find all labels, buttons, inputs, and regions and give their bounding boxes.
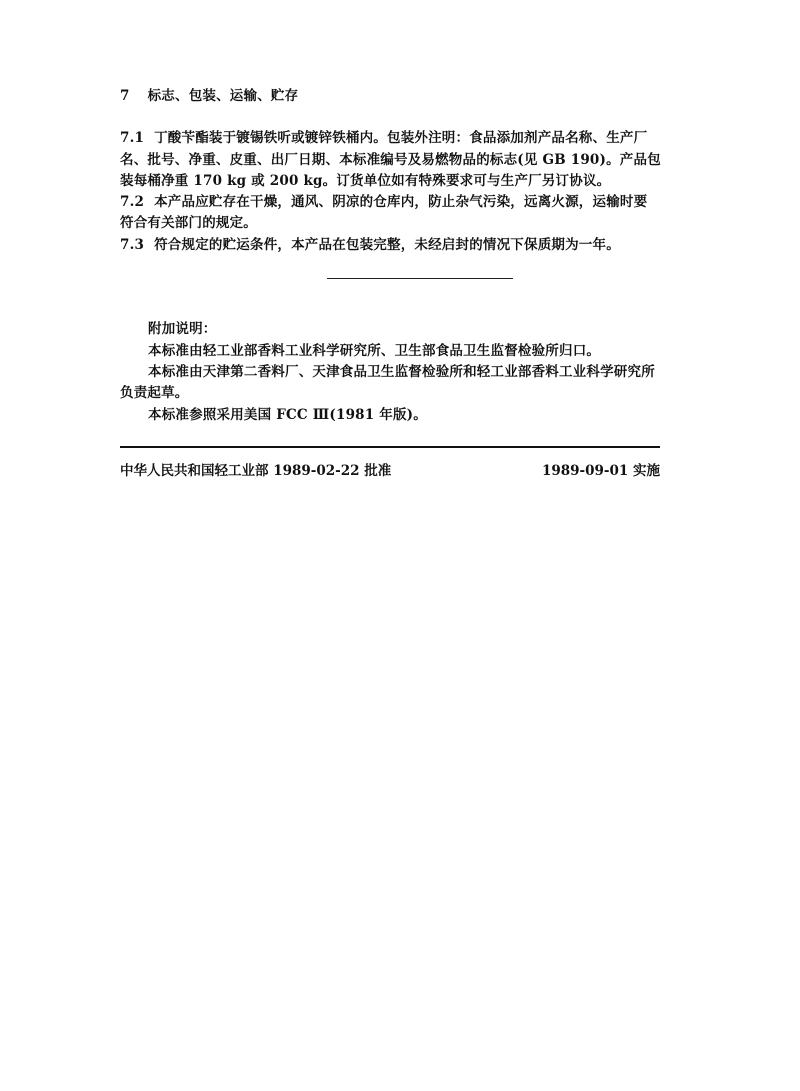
section-end-rule <box>327 278 513 279</box>
clause-7-2-line-1 <box>120 190 647 210</box>
section-title: 标志、包装、运输、贮存 <box>147 88 299 104</box>
notes-line-3: 负责起草。 <box>120 385 189 401</box>
clause-number: 7.3 <box>120 237 145 253</box>
effective-date: 1989-09-01 实施 <box>541 463 660 479</box>
section-number: 7 <box>120 88 130 104</box>
notes-heading: 附加说明： <box>148 321 217 337</box>
approval-date: 中华人民共和国轻工业部 1989-02-22 批准 <box>120 463 392 479</box>
clause-7-1-line-3: 装每桶净重 170 kg 或 200 kg。订货单位如有特殊要求可与生产厂另订协议。 <box>120 173 611 189</box>
clause-7-3-line-1 <box>120 233 620 253</box>
clause-text: 本产品应贮存在干燥，通风、阴凉的仓库内，防止杂气污染，远离火源，运输时要 <box>154 194 648 210</box>
clause-number: 7.1 <box>120 130 145 146</box>
clause-number: 7.2 <box>120 194 145 210</box>
clause-7-1-line-1 <box>120 126 647 146</box>
section-heading <box>120 84 298 104</box>
notes-line-2: 本标准由天津第二香料厂、天津食品卫生监督检验所和轻工业部香料工业科学研究所 <box>148 364 655 380</box>
clause-7-2-line-2: 符合有关部门的规定。 <box>120 215 257 231</box>
notes-line-1: 本标准由轻工业部香料工业科学研究所、卫生部食品卫生监督检验所归口。 <box>148 343 601 359</box>
clause-text: 符合规定的贮运条件，本产品在包装完整，未经启封的情况下保质期为一年。 <box>154 237 620 253</box>
clause-text: 丁酸苄酯装于镀锡铁听或镀锌铁桶内。包装外注明：食品添加剂产品名称、生产厂 <box>154 130 648 146</box>
notes-line-4: 本标准参照采用美国 FCC Ⅲ(1981 年版)。 <box>148 407 427 423</box>
footer-rule <box>120 446 660 448</box>
clause-7-1-line-2: 名、批号、净重、皮重、出厂日期、本标准编号及易燃物品的标志(见 GB 190)。产品包 <box>120 152 661 168</box>
